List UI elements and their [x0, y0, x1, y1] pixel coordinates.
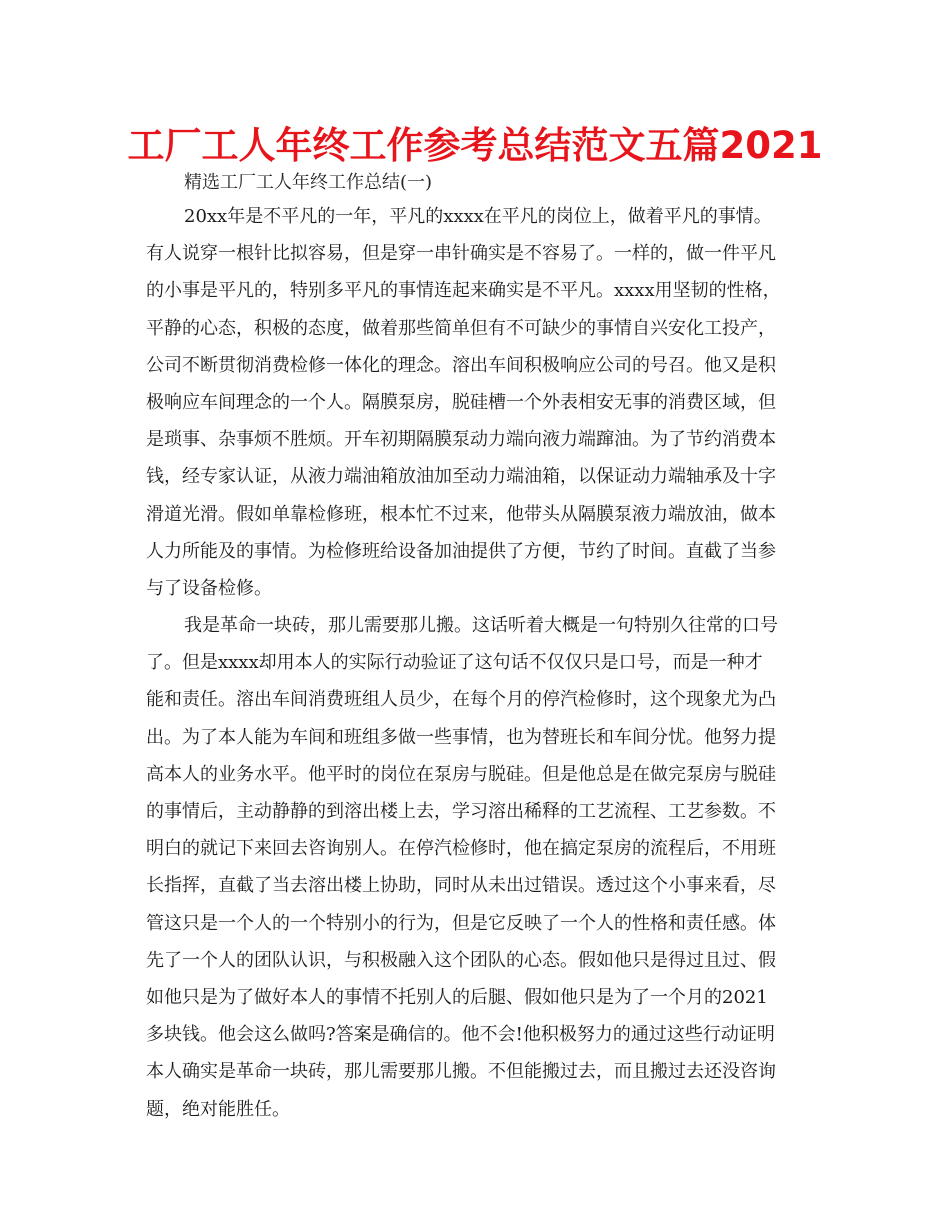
paragraph-line: 本人确实是革命一块砖，那儿需要那儿搬。不但能搬过去，而且搬过去还没咨询: [146, 1061, 776, 1083]
paragraph-line: 多块钱。他会这么做吗?答案是确信的。他不会!他积极努力的通过这些行动证明: [146, 1024, 775, 1046]
paragraph-line: 题，绝对能胜任。: [146, 1098, 290, 1120]
paragraph-line: 管这只是一个人的一个特别小的行为，但是它反映了一个人的性格和责任感。体: [146, 912, 776, 934]
paragraph-line: 我是革命一块砖，那儿需要那儿搬。这话听着大概是一句特别久往常的口号: [184, 615, 778, 637]
paragraph: [146, 198, 806, 607]
paragraph-line: 出。为了本人能为车间和班组多做一些事情，也为替班长和车间分忧。他努力提: [146, 726, 776, 748]
paragraph-line: 钱，经专家认证，从液力端油箱放油加至动力端油箱，以保证动力端轴承及十字: [146, 466, 776, 488]
paragraph-line: 滑道光滑。假如单靠检修班，根本忙不过来，他带头从隔膜泵液力端放油，做本: [146, 503, 776, 525]
paragraph-line: 先了一个人的团队认识，与积极融入这个团队的心态。假如他只是得过且过、假: [146, 949, 776, 971]
paragraph-line: 有人说穿一根针比拟容易，但是穿一串针确实是不容易了。一样的，做一件平凡: [146, 243, 776, 265]
paragraph-line: 公司不断贯彻消费检修一体化的理念。溶出车间积极响应公司的号召。他又是积: [146, 354, 776, 376]
document-body: [146, 198, 806, 1128]
document-subtitle: 精选工厂工人年终工作总结(一): [184, 172, 433, 193]
paragraph-line: 极响应车间理念的一个人。隔膜泵房，脱硅槽一个外表相安无事的消费区域，但: [146, 391, 776, 413]
paragraph-line: 长指挥，直截了当去溶出楼上协助，同时从未出过错误。透过这个小事来看，尽: [146, 875, 776, 897]
paragraph-line: 是琐事、杂事烦不胜烦。开车初期隔膜泵动力端向液力端蹿油。为了节约消费本: [146, 429, 776, 451]
paragraph-line: 明白的就记下来回去咨询别人。在停汽检修时，他在搞定泵房的流程后，不用班: [146, 838, 776, 860]
paragraph-line: 20xx年是不平凡的一年，平凡的xxxx在平凡的岗位上，做着平凡的事情。: [184, 206, 772, 227]
paragraph-line: 的小事是平凡的，特别多平凡的事情连起来确实是不平凡。xxxx用坚韧的性格，: [146, 280, 781, 302]
paragraph-line: 的事情后，主动静静的到溶出楼上去，学习溶出稀释的工艺流程、工艺参数。不: [146, 801, 776, 822]
paragraph-line: 能和责任。溶出车间消费班组人员少，在每个月的停汽检修时，这个现象尤为凸: [146, 689, 776, 711]
paragraph-line: 人力所能及的事情。为检修班给设备加油提供了方便，节约了时间。直截了当参: [146, 540, 776, 562]
paragraph-line: 了。但是xxxx却用本人的实际行动验证了这句话不仅仅只是口号，而是一种才: [146, 652, 763, 674]
paragraph: [146, 607, 806, 1128]
paragraph-line: 如他只是为了做好本人的事情不托别人的后腿、假如他只是为了一个月的2021: [146, 986, 768, 1008]
paragraph-line: 高本人的业务水平。他平时的岗位在泵房与脱硅。但是他总是在做完泵房与脱硅: [146, 763, 776, 785]
document-title: 工厂工人年终工作参考总结范文五篇2021: [127, 124, 823, 167]
paragraph-line: 平静的心态，积极的态度，做着那些简单但有不可缺少的事情自兴安化工投产，: [146, 317, 776, 339]
paragraph-line: 与了设备检修。: [146, 577, 272, 599]
